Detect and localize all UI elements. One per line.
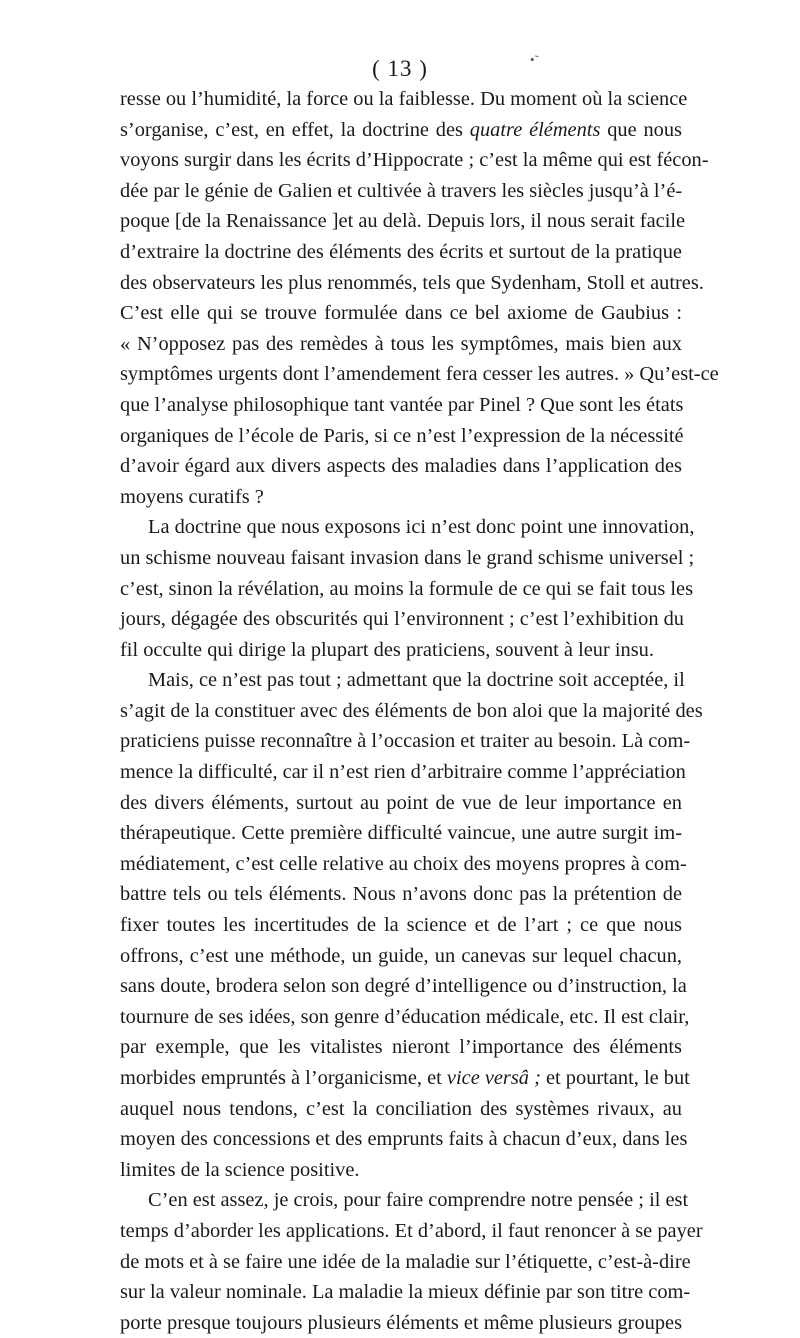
text-line: d’avoir égard aux divers aspects des maladies dans l’application des [120, 455, 682, 478]
text-line: organiques de l’école de Paris, si ce n’est l’expression de la nécessité [120, 424, 684, 447]
italic-phrase: vice versâ ; [446, 1067, 541, 1089]
text-line: thérapeutique. Cette première difficulté vaincue, une autre surgit im- [120, 822, 682, 845]
text-line: d’extraire la doctrine des éléments des écrits et surtout de la pratique [120, 240, 682, 263]
text-fragment: que nous [600, 118, 682, 141]
text-line: limites de la science positive. [120, 1158, 360, 1181]
text-line: offrons, c’est une méthode, un guide, un canevas sur lequel chacun, [120, 944, 682, 967]
paragraph [120, 84, 719, 512]
text-line: poque [de la Renaissance ]et au delà. Depuis lors, il nous serait facile [120, 210, 686, 233]
text-line: s’organise, c’est, en effet, la doctrine des quatre éléments que nous [120, 118, 682, 141]
text-line: un schisme nouveau faisant invasion dans le grand schisme universel ; [120, 546, 695, 569]
text-line: s’agit de la constituer avec des éléments de bon aloi que la majorité des [120, 699, 703, 722]
paragraph [120, 512, 695, 665]
text-line: temps d’aborder les applications. Et d’abord, il faut renoncer à se payer [120, 1219, 703, 1242]
text-line: praticiens puisse reconnaître à l’occasion et traiter au besoin. Là com- [120, 730, 691, 753]
text-line: fil occulte qui dirige la plupart des praticiens, souvent à leur insu. [120, 638, 654, 661]
text-line: C’est elle qui se trouve formulée dans ce bel axiome de Gaubius : [120, 302, 682, 325]
text-line: c’est, sinon la révélation, au moins la formule de ce qui se fait tous les [120, 577, 694, 600]
text-line: mence la difficulté, car il n’est rien d’arbitraire comme l’appréciation [120, 761, 686, 784]
text-line: sans doute, brodera selon son degré d’intelligence ou d’instruction, la [120, 975, 687, 998]
italic-phrase: quatre éléments [469, 118, 601, 141]
text-line: La doctrine que nous exposons ici n’est donc point une innovation, [148, 516, 695, 539]
text-line: moyen des concessions et des emprunts faits à chacun d’eux, dans les [120, 1128, 688, 1151]
text-line: « N’opposez pas des remèdes à tous les symptômes, mais bien aux [120, 332, 682, 355]
text-line: moyens curatifs ? [120, 485, 264, 508]
text-line: des observateurs les plus renommés, tels que Sydenham, Stoll et autres. [120, 271, 704, 294]
text-line: des divers éléments, surtout au point de vue de leur importance en [120, 791, 682, 814]
text-fragment: et pourtant, le but [540, 1067, 690, 1089]
text-line: C’en est assez, je crois, pour faire comprendre notre pensée ; il est [148, 1189, 689, 1212]
text-line: de mots et à se faire une idée de la maladie sur l’étiquette, c’est-à-dire [120, 1250, 691, 1273]
text-line: médiatement, c’est celle relative au choix des moyens propres à com- [120, 852, 687, 875]
text-line: resse ou l’humidité, la force ou la faiblesse. Du moment où la science [120, 88, 688, 110]
text-line: par exemple, que les vitalistes nieront l’importance des éléments [120, 1036, 682, 1059]
text-line: morbides empruntés à l’organicisme, et vice versâ ; et pourtant, le but [120, 1067, 690, 1089]
text-line: que l’analyse philosophique tant vantée par Pinel ? Que sont les états [120, 393, 684, 416]
page-number: ( 13 ) [372, 56, 428, 81]
text-line: dée par le génie de Galien et cultivée à travers les siècles jusqu’à l’é- [120, 179, 683, 202]
text-line: symptômes urgents dont l’amendement fera cesser les autres. » Qu’est-ce [120, 363, 719, 386]
body-text [120, 84, 719, 1338]
text-line: battre tels ou tels éléments. Nous n’avons donc pas la prétention de [120, 883, 682, 906]
ink-mark: •˜ [530, 52, 539, 67]
text-line: Mais, ce n’est pas tout ; admettant que la doctrine soit acceptée, il [148, 669, 685, 692]
paragraph [120, 665, 703, 1185]
text-line: fixer toutes les incertitudes de la science et de l’art ; ce que nous [120, 914, 682, 937]
text-line: auquel nous tendons, c’est la conciliation des systèmes rivaux, au [120, 1097, 682, 1120]
text-line: jours, dégagée des obscurités qui l’environnent ; c’est l’exhibition du [120, 608, 684, 631]
text-line: porte presque toujours plusieurs éléments et même plusieurs groupes [120, 1311, 682, 1334]
text-line: sur la valeur nominale. La maladie la mieux définie par son titre com- [120, 1281, 691, 1304]
text-line: voyons surgir dans les écrits d’Hippocrate ; c’est la même qui est fécon- [120, 149, 709, 172]
text-line: tournure de ses idées, son genre d’éducation médicale, etc. Il est clair, [120, 1005, 690, 1028]
